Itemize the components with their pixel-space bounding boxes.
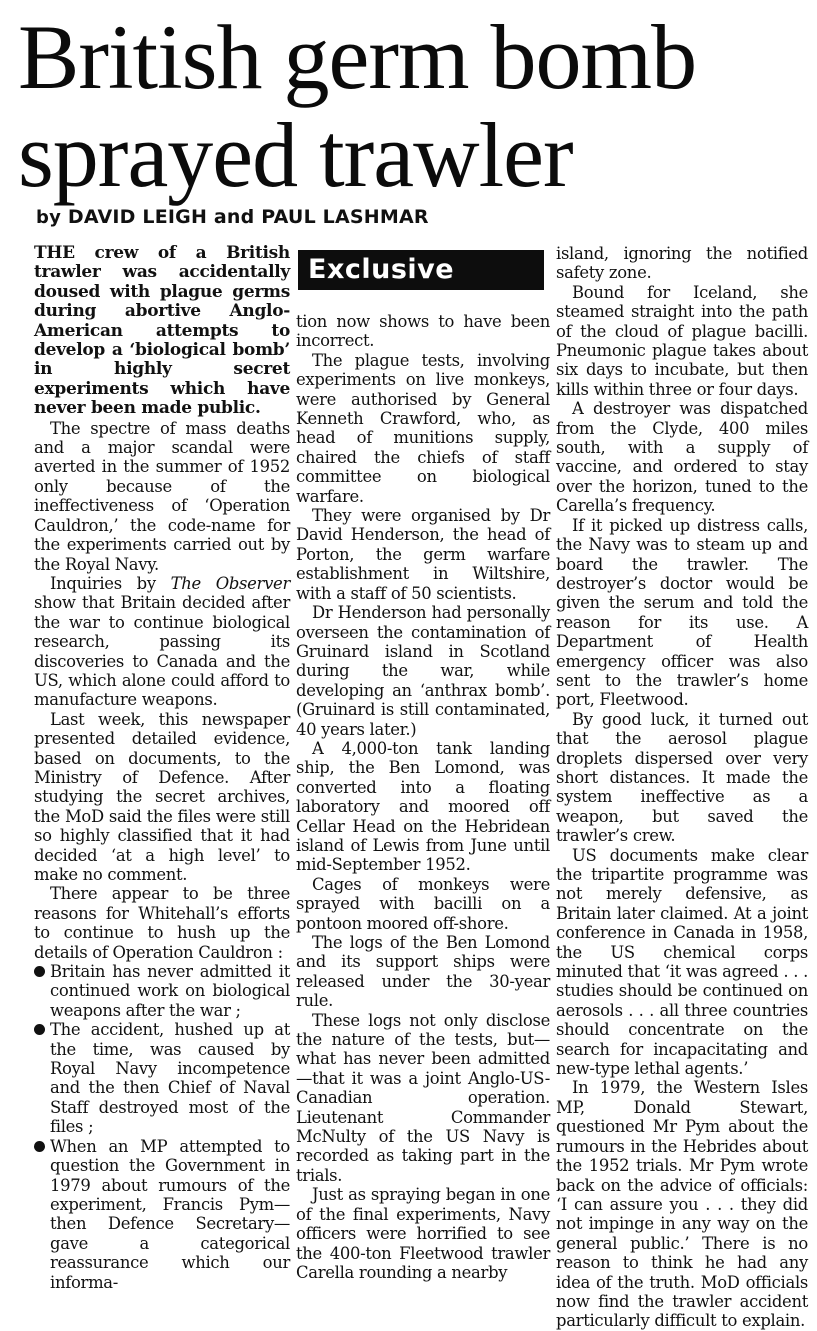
exclusive-badge: Exclusive — [298, 250, 544, 290]
article-column-2 — [296, 244, 550, 1282]
byline-prefix: by — [36, 207, 62, 228]
bullet-icon — [34, 1141, 45, 1152]
paragraph: By good luck, it turned out that the aerosol plague droplets dispersed over very short distances. It made the system ineffective as a weapon, but saved the trawler’s crew. — [556, 709, 808, 846]
paragraph: US documents make clear the tripartite programme was not merely defensive, as Britain later claimed. At a joint conference in Canada in 1958, the US chemical corps minuted that ‘it was agreed . . . studies should be continued on aerosols . . . all three countries should concentrate on the search for incapacitating and new-type lethal agents.’ — [556, 845, 808, 1079]
byline — [36, 206, 429, 228]
paragraph: tion now shows to have been incorrect. — [296, 312, 550, 351]
lead-text: crew of a British trawler was accidentally doused with plague germs during abortive Anglo-American attempts to develop a ‘biological bomb’ in highly secret experiments which have never been made public. — [34, 243, 290, 419]
bullet-text: The accident, hushed up at the time, was caused by Royal Navy incompetence and the then Chief of Naval Staff destroyed most of the files ; — [50, 1020, 290, 1137]
paragraph: Dr Henderson had personally overseen the contamination of Gruinard island in Scotland during the war, while developing an ‘anthrax bomb’. (Gruinard is still contaminated, 40 years later.) — [296, 603, 550, 739]
headline-line-1: British germ bomb — [18, 6, 697, 108]
paragraph: There appear to be three reasons for Whitehall’s efforts to continue to hush up the details of Operation Cauldron : — [34, 884, 290, 962]
article-column-3 — [556, 244, 808, 1331]
headline — [18, 8, 808, 204]
paragraph: The plague tests, involving experiments on live monkeys, were authorised by General Kenneth Crawford, who, as head of munitions supply, chaired the chiefs of staff committee on biological warfare. — [296, 350, 550, 506]
paragraph: In 1979, the Western Isles MP, Donald Stewart, questioned Mr Pym about the rumours in the Hebrides about the 1952 trials. Mr Pym wrote back on the advice of officials: ‘I can assure you . . . they did not impinge in any way on the general public.’ There is no reason to think he had any idea of the truth. MoD officials now find the trawler accident particularly difficult to explain. — [556, 1078, 808, 1331]
lead-cap: THE — [34, 243, 75, 263]
bullet-text: When an MP attempted to question the Government in 1979 about rumours of the experiment, Francis Pym—then Defence Secretary—gave a categorical reassurance which our informa- — [50, 1136, 290, 1292]
paragraph: If it picked up distress calls, the Navy was to steam up and board the trawler. The destroyer’s doctor would be given the serum and told the reason for its use. A Department of Health emergency officer was also sent to the trawler’s home port, Fleetwood. — [556, 515, 808, 710]
bullet-item — [34, 1137, 290, 1292]
paragraph-text: Inquiries by — [50, 573, 171, 593]
paragraph: The logs of the Ben Lomond and its support ships were released under the 30-year rule. — [296, 933, 550, 1011]
paragraph — [34, 574, 290, 710]
byline-authors: DAVID LEIGH and PAUL LASHMAR — [67, 206, 429, 228]
paragraph: Cages of monkeys were sprayed with bacilli on a pontoon moored off-shore. — [296, 874, 550, 933]
bullet-icon — [34, 1024, 45, 1035]
paragraph-text: show that Britain decided after the war to continue biological research, passing its discoveries to Canada and the US, which alone could afford to manufacture weapons. — [34, 593, 290, 710]
paragraph: Bound for Iceland, she steamed straight into the path of the cloud of plague bacilli. Pneumonic plague takes about six days to incubate, but then kills within three or four days. — [556, 282, 808, 399]
bullet-text: Britain has never admitted it continued work on biological weapons after the war ; — [50, 962, 290, 1020]
paragraph: These logs not only disclose the nature of the tests, but—what has never been admitted—that it was a joint Anglo-US-Canadian operation. Lieutenant Commander McNulty of the US Navy is recorded as taking part in the trials. — [296, 1010, 550, 1185]
paragraph: They were organised by Dr David Henderson, the head of Porton, the germ warfare establishment in Wiltshire, with a staff of 50 scientists. — [296, 506, 550, 603]
bullet-icon — [34, 966, 45, 977]
bullet-item — [34, 962, 290, 1020]
paragraph: Last week, this newspaper presented detailed evidence, based on documents, to the Ministry of Defence. After studying the secret archives, the MoD said the files were still so highly classified that it had decided ‘at a high level’ to make no comment. — [34, 709, 290, 884]
paragraph: Just as spraying began in one of the final experiments, Navy officers were horrified to see the 400-ton Fleetwood trawler Carella rounding a nearby — [296, 1185, 550, 1282]
paragraph: A destroyer was dispatched from the Clyde, 400 miles south, with a supply of vaccine, and ordered to stay over the horizon, tuned to the Carella’s frequency. — [556, 399, 808, 516]
lead-paragraph — [34, 244, 290, 419]
paragraph: island, ignoring the notified safety zone. — [556, 244, 808, 283]
newspaper-name: The Observer — [170, 573, 290, 593]
headline-line-2: sprayed trawler — [18, 104, 573, 206]
bullet-item — [34, 1020, 290, 1136]
paragraph: The spectre of mass deaths and a major scandal were averted in the summer of 1952 only because of the ineffectiveness of ‘Operation Cauldron,’ the code-name for the experiments carried out by the Royal Navy. — [34, 418, 290, 574]
paragraph: A 4,000-ton tank landing ship, the Ben Lomond, was converted into a floating laboratory and moored off Cellar Head on the Hebridean island of Lewis from June until mid-September 1952. — [296, 738, 550, 875]
article-column-1 — [34, 244, 290, 1292]
